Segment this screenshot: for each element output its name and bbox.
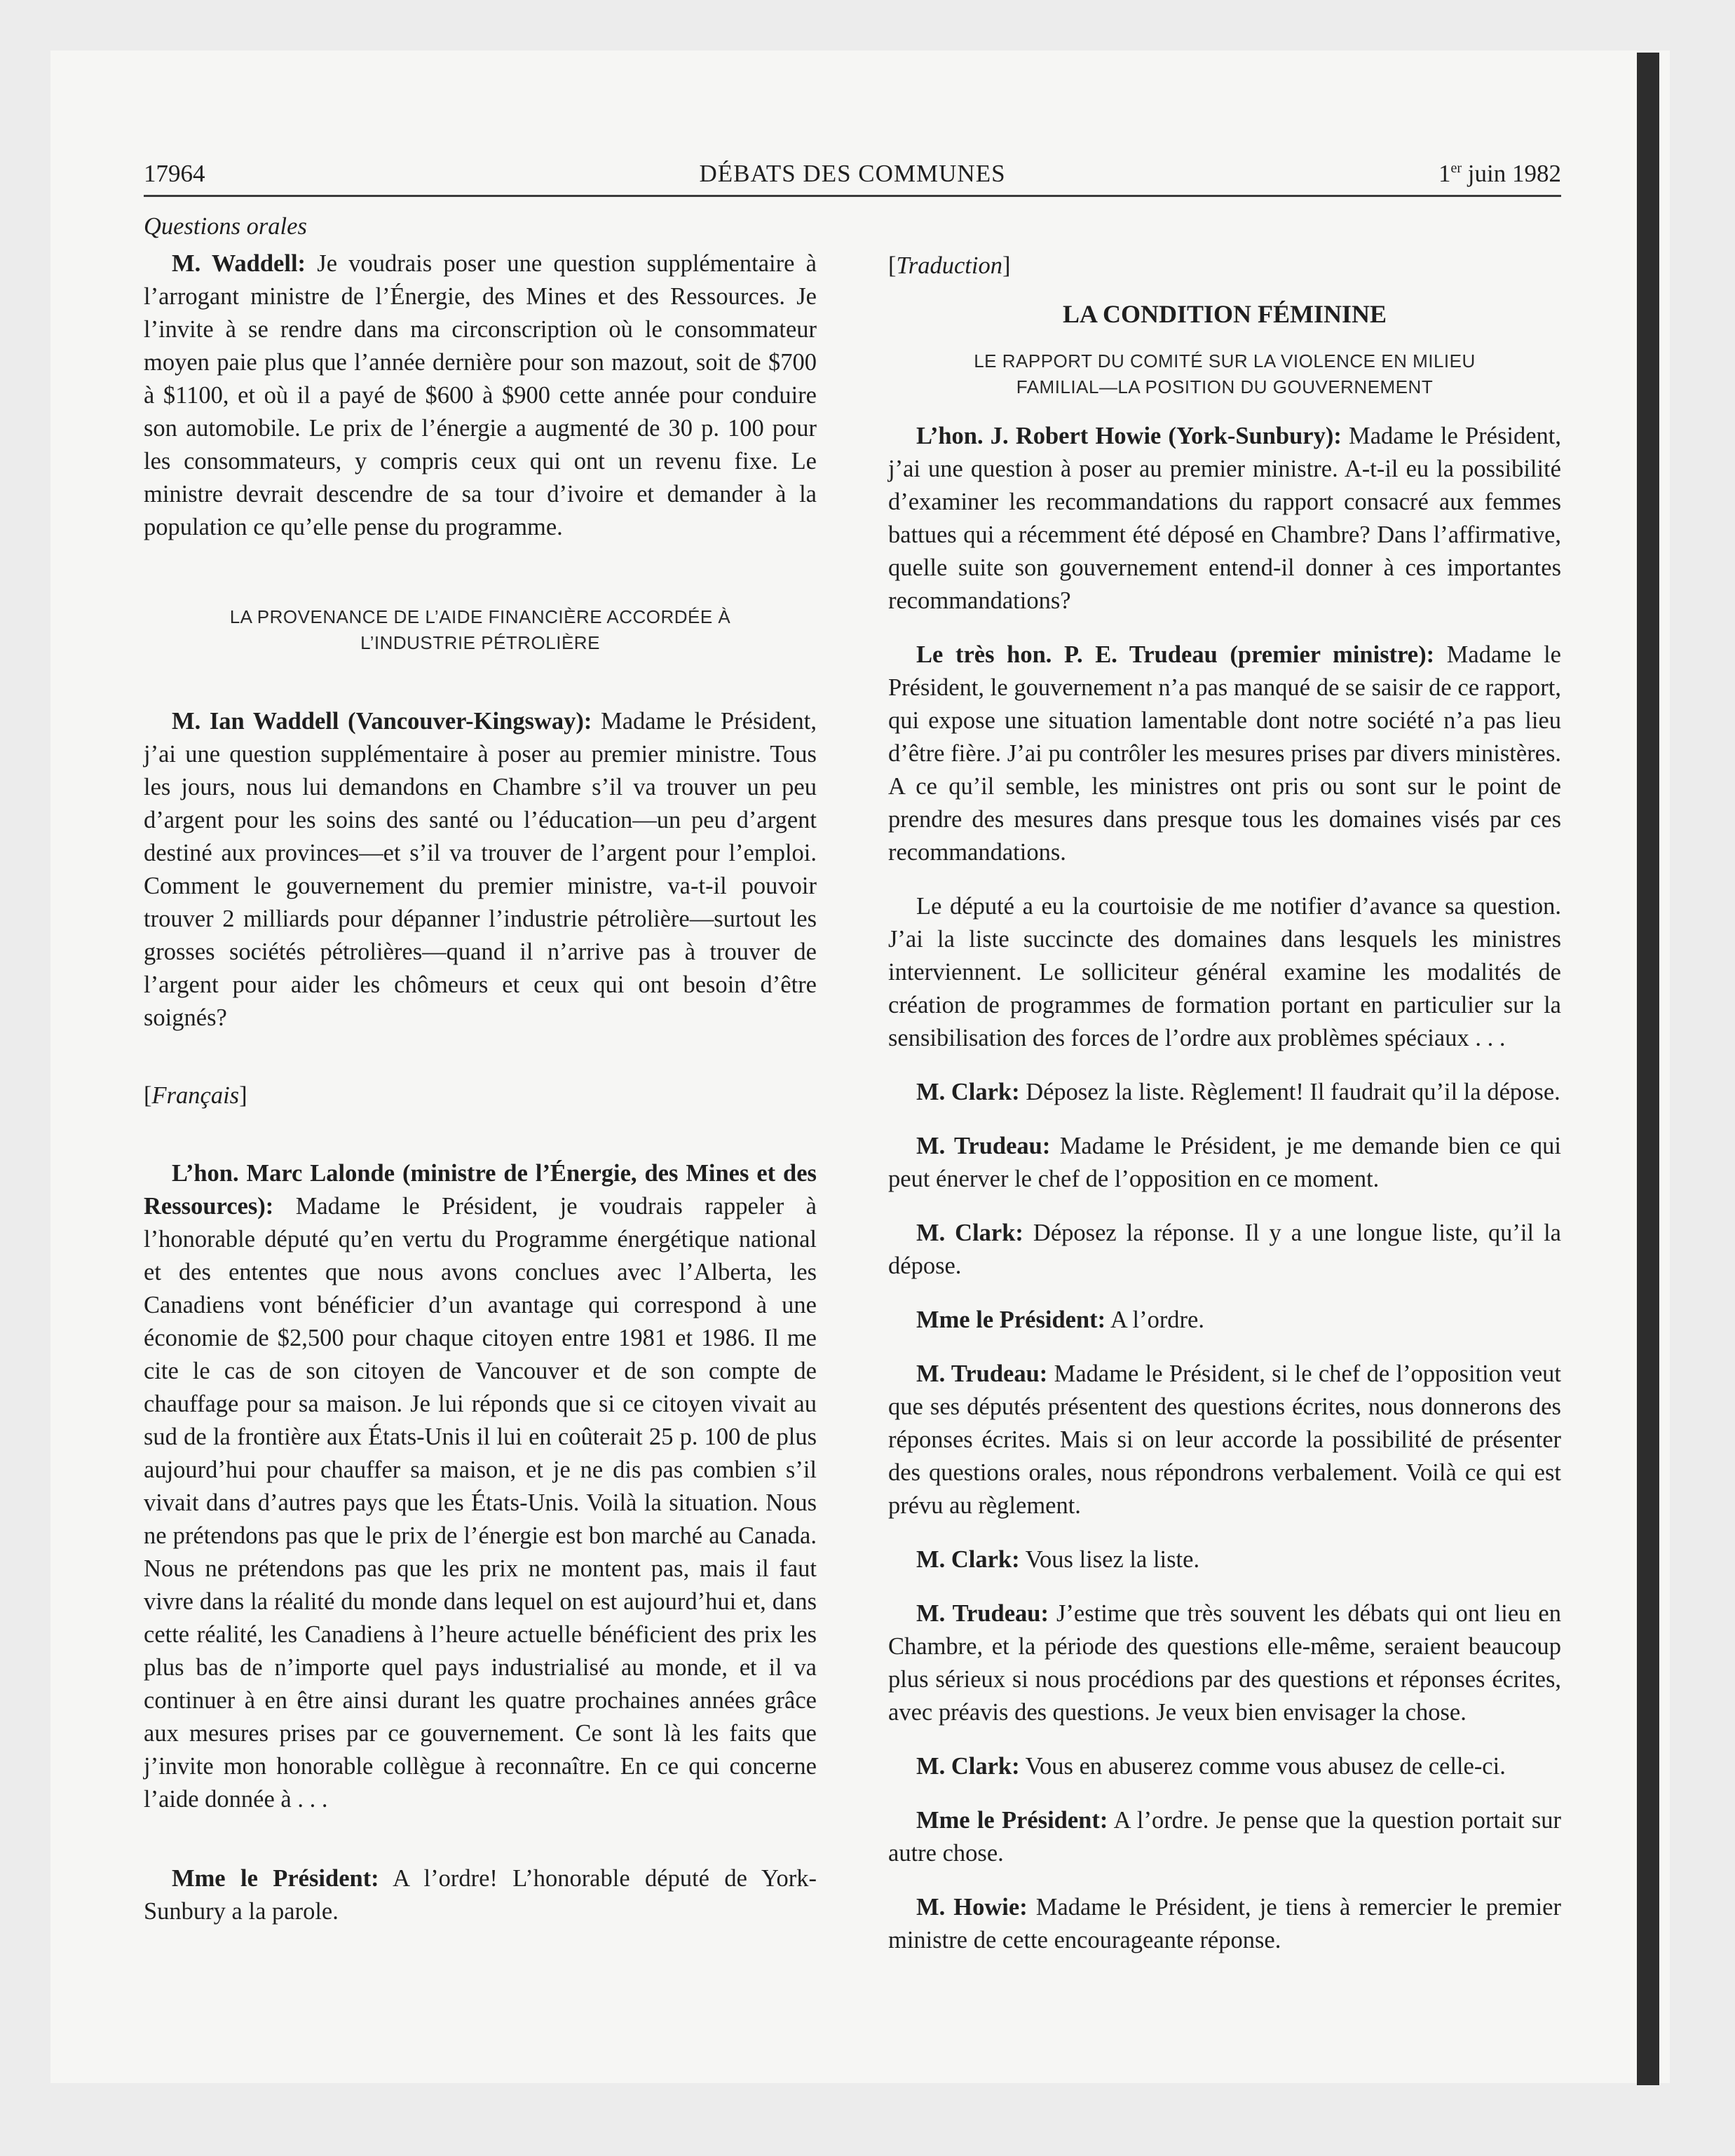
- date-day: 1: [1438, 160, 1451, 187]
- speaker-name: M. Trudeau:: [916, 1133, 1051, 1159]
- speaker-name: Mme le Président:: [916, 1306, 1106, 1333]
- speaker-name: M. Clark:: [916, 1079, 1020, 1105]
- speech-text: Madame le Président, je voudrais rappeler à l’honorable député qu’en vertu du Programme énergétique national et des ententes que nous avons conclues avec l’Alberta, les Canadiens vont bénéficier d’un avantage qui correspond à une économie de $2,500 pour chaque citoyen entre 1981 et 1986. Il me cite le cas de son citoyen de Vancouver et de son compte de chauffage pour sa maison. Je lui réponds que si ce citoyen vivait au sud de la frontière aux États-Unis il lui en coûterait 25 p. 100 de plus aujourd’hui pour chauffer sa maison, et je ne dis pas combien s’il vivait dans d’autres pays que les États-Unis. Voilà la situation. Nous ne prétendons pas que le prix de l’énergie est bon marché au Canada. Nous ne prétendons pas que les prix ne montent pas, mais il faut vivre dans la réalité du monde dans lequel on est aujourd’hui et, dans cette réalité, les Canadiens à l’heure actuelle bénéficient des prix les plus bas de n’importe quel pays industrialisé au monde, et il va continuer à en être ainsi durant les quatre prochaines années grâce aux mesures prises par ce gouvernement. Ce sont là les faits que j’invite mon honorable collègue à reconnaître. En ce qui concerne l’aide donnée à . . .: [144, 1193, 817, 1813]
- speech-clark: [888, 1543, 1561, 1576]
- speaker-name: M. Clark:: [916, 1546, 1020, 1573]
- speech-text: Madame le Président, j’ai une question supplémentaire à poser au premier ministre. Tous les jours, nous lui demandons en Chambre s’il va trouver un peu d’argent pour les soins des santé ou l’éducation—un peu d’argent destiné aux provinces—et s’il va trouver de l’argent pour l’emploi. Comment le gouvernement du premier ministre, va-t-il pouvoir trouver 2 milliards pour dépanner l’industrie pétrolière—surtout les grosses sociétés pétrolières—quand il n’arrive pas à trouver de l’argent pour aider les chômeurs et ceux qui ont besoin d’être soignés?: [144, 708, 817, 1031]
- speech-lalonde: [144, 1157, 817, 1816]
- subheading-line-2: L’INDUSTRIE PÉTROLIÈRE: [360, 632, 600, 653]
- speech-waddell: [144, 247, 817, 544]
- speaker-name: M. Clark:: [916, 1753, 1020, 1780]
- subheading-violence-report: [888, 348, 1561, 400]
- subheading-line-1: LE RAPPORT DU COMITÉ SUR LA VIOLENCE EN MILIEU: [974, 350, 1476, 371]
- speech-trudeau: [888, 1358, 1561, 1522]
- speaker-name: L’hon. J. Robert Howie (York-Sunbury):: [916, 423, 1342, 449]
- speech-text: Déposez la réponse. Il y a une longue liste, qu’il la dépose.: [888, 1220, 1561, 1279]
- speech-howie: [888, 420, 1561, 618]
- left-column: [144, 210, 817, 1928]
- speech-president: [888, 1304, 1561, 1337]
- speaker-name: Mme le Président:: [172, 1865, 379, 1892]
- language-tag: [Français]: [144, 1082, 247, 1109]
- speech-text: Madame le Président, si le chef de l’opposition veut que ses députés présentent des questions écrites, nous donnerons des réponses écrites. Mais si on leur accorde la possibilité de présenter des questions orales, nous répondrons verbalement. Voilà ce qui est prévu au règlement.: [888, 1360, 1561, 1519]
- speech-clark: [888, 1076, 1561, 1109]
- language-tag: [Traduction]: [888, 252, 1011, 279]
- date-rest: juin 1982: [1462, 160, 1561, 187]
- speech-clark: [888, 1750, 1561, 1783]
- speech-president: [888, 1804, 1561, 1870]
- speaker-name: L’hon. Marc Lalonde (ministre de l’Énergie, des Mines et des Ressources):: [144, 1160, 817, 1220]
- language-tag-text: Français: [151, 1082, 240, 1109]
- speech-trudeau: [888, 1597, 1561, 1729]
- speaker-name: M. Ian Waddell (Vancouver-Kingsway):: [172, 708, 592, 735]
- speaker-name: M. Waddell:: [172, 250, 306, 277]
- speaker-name: M. Clark:: [916, 1220, 1023, 1246]
- speech-clark: [888, 1217, 1561, 1283]
- speech-text: A l’ordre.: [1105, 1306, 1204, 1333]
- page-number: 17964: [144, 160, 205, 187]
- speech-text: A l’ordre! L’honorable député de York-Sunbury a la parole.: [144, 1865, 817, 1925]
- journal-title: DÉBATS DES COMMUNES: [699, 160, 1006, 187]
- speech-text: Madame le Président, je tiens à remercier le premier ministre de cette encourageante réponse.: [888, 1894, 1561, 1953]
- speech-text: Déposez la liste. Règlement! Il faudrait qu’il la dépose.: [1019, 1079, 1560, 1105]
- speech-text: Vous en abuserez comme vous abusez de celle-ci.: [1019, 1753, 1506, 1780]
- scan-edge-bar: [1637, 53, 1659, 2085]
- speech-trudeau: [888, 1130, 1561, 1196]
- speech-trudeau-continued: Le député a eu la courtoisie de me notifier d’avance sa question. J’ai la liste succincte des domaines dans lesquels les ministres interviennent. Le solliciteur général examine les modalités de création de programmes de formation portant en particulier sur la sensibilisation des forces de l’ordre aux problèmes spéciaux . . .: [888, 893, 1561, 1051]
- speaker-name: M. Trudeau:: [916, 1600, 1049, 1627]
- speaker-name: M. Howie:: [916, 1894, 1028, 1920]
- main-heading: LA CONDITION FÉMININE: [1062, 300, 1387, 328]
- subheading-line-2: FAMILIAL—LA POSITION DU GOUVERNEMENT: [1016, 376, 1434, 397]
- speech-text: Madame le Président, le gouvernement n’a pas manqué de se saisir de ce rapport, qui expose une situation lamentable dont notre société n’a pas lieu d’être fière. J’ai pu contrôler les mesures prises par divers ministères. A ce qu’il semble, les ministres ont pris ou sont sur le point de prendre des mesures dans presque tous les domaines visés par ces recommandations.: [888, 641, 1561, 866]
- speech-text: Madame le Président, j’ai une question à poser au premier ministre. A-t-il eu la possibilité d’examiner les recommandations du rapport consacré aux femmes battues qui a récemment été déposé en Chambre? Dans l’affirmative, quelle suite son gouvernement entend-il donner à ces importantes recommandations?: [888, 423, 1561, 614]
- section-title: Questions orales: [144, 213, 307, 240]
- speech-howie: [888, 1891, 1561, 1957]
- speech-president: [144, 1862, 817, 1928]
- speech-ian-waddell: [144, 705, 817, 1035]
- issue-date: [1438, 160, 1561, 188]
- speech-text: A l’ordre. Je pense que la question portait sur autre chose.: [888, 1807, 1562, 1867]
- page-header: [144, 160, 1561, 197]
- speech-text: Madame le Président, je me demande bien ce qui peut énerver le chef de l’opposition en ce moment.: [888, 1133, 1561, 1192]
- speaker-name: Mme le Président:: [916, 1807, 1108, 1834]
- speech-text: Je voudrais poser une question supplémentaire à l’arrogant ministre de l’Énergie, des Mines et des Ressources. Je l’invite à se rendre dans ma circonscription où le consommateur moyen paie plus que l’année dernière pour son mazout, soit de $700 à $1100, et où il a payé de $600 à $900 cette année pour conduire son automobile. Le prix de l’énergie a augmenté de 30 p. 100 pour les consommateurs, y compris ceux qui ont un revenu fixe. Le ministre devrait descendre de sa tour d’ivoire et demander à la population ce qu’elle pense du programme.: [144, 250, 817, 540]
- language-tag-text: Traduction: [896, 252, 1002, 279]
- speech-text: J’estime que très souvent les débats qui ont lieu en Chambre, et la période des questions elle-même, seraient beaucoup plus sérieux si nous procédions par des questions et réponses écrites, avec préavis des questions. Je veux bien envisager la chose.: [888, 1600, 1561, 1726]
- speech-trudeau: [888, 639, 1561, 869]
- date-superscript: er: [1450, 161, 1462, 176]
- speaker-name: M. Trudeau:: [916, 1360, 1048, 1387]
- speaker-name: Le très hon. P. E. Trudeau (premier ministre):: [916, 641, 1435, 668]
- subheading-line-1: LA PROVENANCE DE L’AIDE FINANCIÈRE ACCORDÉE À: [229, 606, 731, 627]
- subheading-oil-aid: [144, 604, 817, 656]
- speech-text: Vous lisez la liste.: [1019, 1546, 1200, 1573]
- right-column: [888, 250, 1561, 1957]
